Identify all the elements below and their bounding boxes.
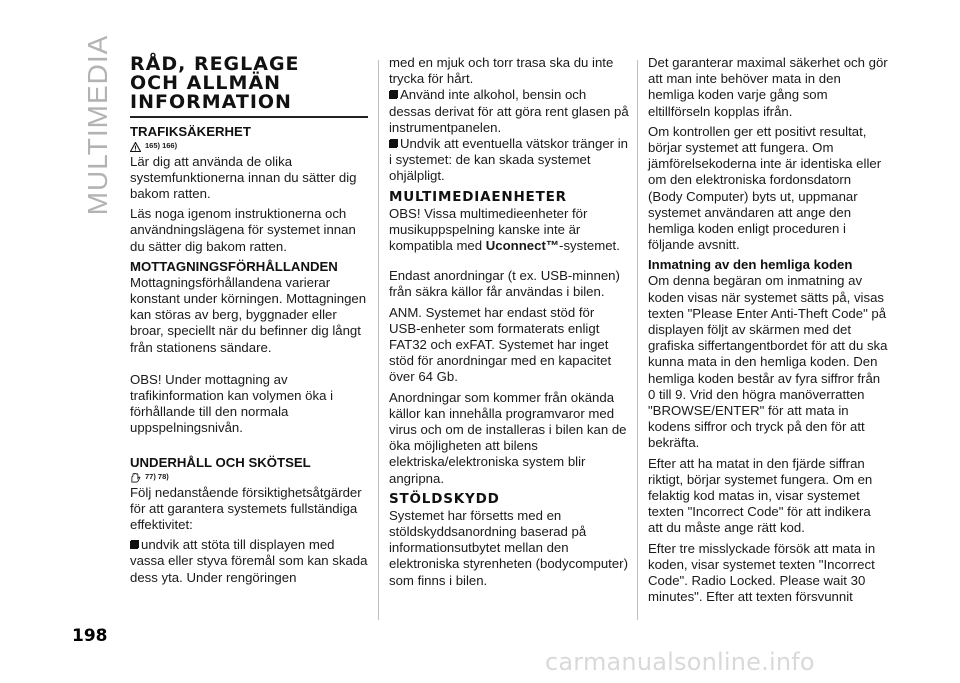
watermark: carmanualsonline.info <box>545 648 815 676</box>
side-label-text: MULTIMEDIA <box>82 34 113 216</box>
main-heading-line: INFORMATION <box>130 91 292 113</box>
paragraph: Efter tre misslyckade försök att mata in koden, visar systemet texten "Incorrect Code". Radio Locked. Please wait 30 minutes". Efter att texten försvunnit <box>648 540 876 605</box>
spacer <box>130 441 368 453</box>
anti-theft-heading: STÖLDSKYDD <box>389 490 500 507</box>
paragraph: Om denna begäran om inmatning av koden visas när systemet sätts på, visas texten "Please Enter Anti-Theft Code" på displayen följt av skärmen med det grafiska siffertangentbordet för att du ska kunna mata in den hemliga koden. Den hemliga koden består av fyra siffror från 0 till 9. Vrid den högra manöverratten "BROWSE/ENTER" för att mata in kodens siffror och tryck på den för att bekräfta. <box>648 273 888 451</box>
multimedia-devices-heading: MULTIMEDIAENHETER <box>389 188 567 205</box>
traffic-safety-heading: TRAFIKSÄKERHET <box>130 123 251 139</box>
paragraph: OBS! Under mottagning av trafikinformation kan volymen öka i förhållande till den normala uppspelningsnivån. <box>130 371 334 436</box>
paragraph <box>389 206 629 255</box>
brand-name: Uconnect™ <box>485 238 560 254</box>
caution-ref-numbers: 77) 78) <box>145 472 169 482</box>
paragraph: Följ nedanstående försiktighetsåtgärder för att garantera systemets fullständiga effektivitet: <box>130 484 362 532</box>
bullet-text: Använd inte alkohol, bensin och dessas derivat för att göra rent glasen på instrumentpanelen. <box>389 87 629 135</box>
column-1 <box>130 55 368 590</box>
paragraph: ANM. Systemet har endast stöd för USB-enheter som formaterats enligt FAT32 och exFAT. Systemet har inget stöd för anordningar med en kapacitet över 64 Gb. <box>389 304 612 385</box>
reception-heading: MOTTAGNINGSFÖRHÅLLANDEN <box>130 258 338 274</box>
paragraph: Endast anordningar (t ex. USB-minnen) från säkra källor får användas i bilen. <box>389 268 620 300</box>
warning-ref-numbers: 165) 166) <box>145 141 178 151</box>
paragraph: Anordningar som kommer från okända källor kan innehålla programvaror med virus och om de installeras i bilen kan de öka möjligheten att bilens elektriska/elektroniska system blir angripna. <box>389 389 627 486</box>
column-divider <box>378 60 379 620</box>
paragraph: Mottagningsförhållandena varierar konstant under körningen. Mottagningen kan störas av berg, byggnader eller broar, speciellt när du befinner dig långt från stationens sändare. <box>130 274 367 355</box>
bullet-item <box>389 136 629 185</box>
bullet-square-icon <box>130 540 139 549</box>
paragraph: Det garanterar maximal säkerhet och gör att man inte behöver mata in den hemliga koden varje gång som eltillförseln kopplas ifrån. <box>648 55 888 119</box>
main-heading <box>130 55 368 112</box>
paragraph: Efter att ha matat in den fjärde siffran riktigt, börjar systemet fungera. Om en felaktig kod matas in, visar systemet texten "Incorrect Code" för att indikera att du måste ange rätt kod. <box>648 455 873 536</box>
bullet-square-icon <box>389 90 398 99</box>
bullet-square-icon <box>389 139 398 148</box>
secret-code-heading: Inmatning av den hemliga koden <box>648 257 853 273</box>
main-heading-line: RÅD, REGLAGE <box>130 53 300 75</box>
bullet-item <box>130 537 368 586</box>
spacer <box>389 258 629 268</box>
paragraph: Lär dig att använda de olika systemfunktionerna innan du sätter dig bakom ratten. <box>130 153 357 201</box>
bullet-text: Undvik att eventuella vätskor tränger in i systemet: de kan skada systemet ohjälpligt. <box>389 136 628 184</box>
page-number: 198 <box>72 626 108 646</box>
warning-references <box>130 140 368 154</box>
column-divider <box>637 60 638 620</box>
column-3 <box>648 55 888 610</box>
section-side-label <box>78 34 118 216</box>
warning-triangle-icon <box>130 142 141 152</box>
paragraph: Systemet har försetts med en stöldskyddsanordning baserad på informationsutbytet mellan den elektroniska styrenheten (bodycomputer) som finns i bilen. <box>389 507 628 588</box>
bullet-text: undvik att stöta till displayen med vassa eller styva föremål som kan skada dess yta. Under rengöringen <box>130 537 368 585</box>
bullet-item <box>389 87 629 136</box>
paragraph: Om kontrollen ger ett positivt resultat, börjar systemet att fungera. Om jämförelsekoderna inte är identiska eller om den elektroniska fordonsdatorn (Body Computer) byts ut, uppmanar systemet användaren att ange den hemliga koden enligt proceduren i följande avsnitt. <box>648 123 882 253</box>
column-2 <box>389 55 629 593</box>
paragraph-text: OBS! Vissa multimedieenheter för musikuppspelning kanske inte är kompatibla med <box>389 205 588 254</box>
main-heading-line: OCH ALLMÄN <box>130 72 282 94</box>
heading-rule <box>130 116 368 118</box>
paragraph: Läs noga igenom instruktionerna och användningslägena för systemet innan du sätter dig bakom ratten. <box>130 206 356 254</box>
caution-hand-icon <box>130 473 141 483</box>
spacer <box>130 360 368 372</box>
paragraph: med en mjuk och torr trasa ska du inte trycka för hårt. <box>389 55 614 87</box>
maintenance-heading: UNDERHÅLL OCH SKÖTSEL <box>130 454 311 470</box>
caution-references <box>130 471 368 485</box>
paragraph-text: -systemet. <box>559 238 620 254</box>
